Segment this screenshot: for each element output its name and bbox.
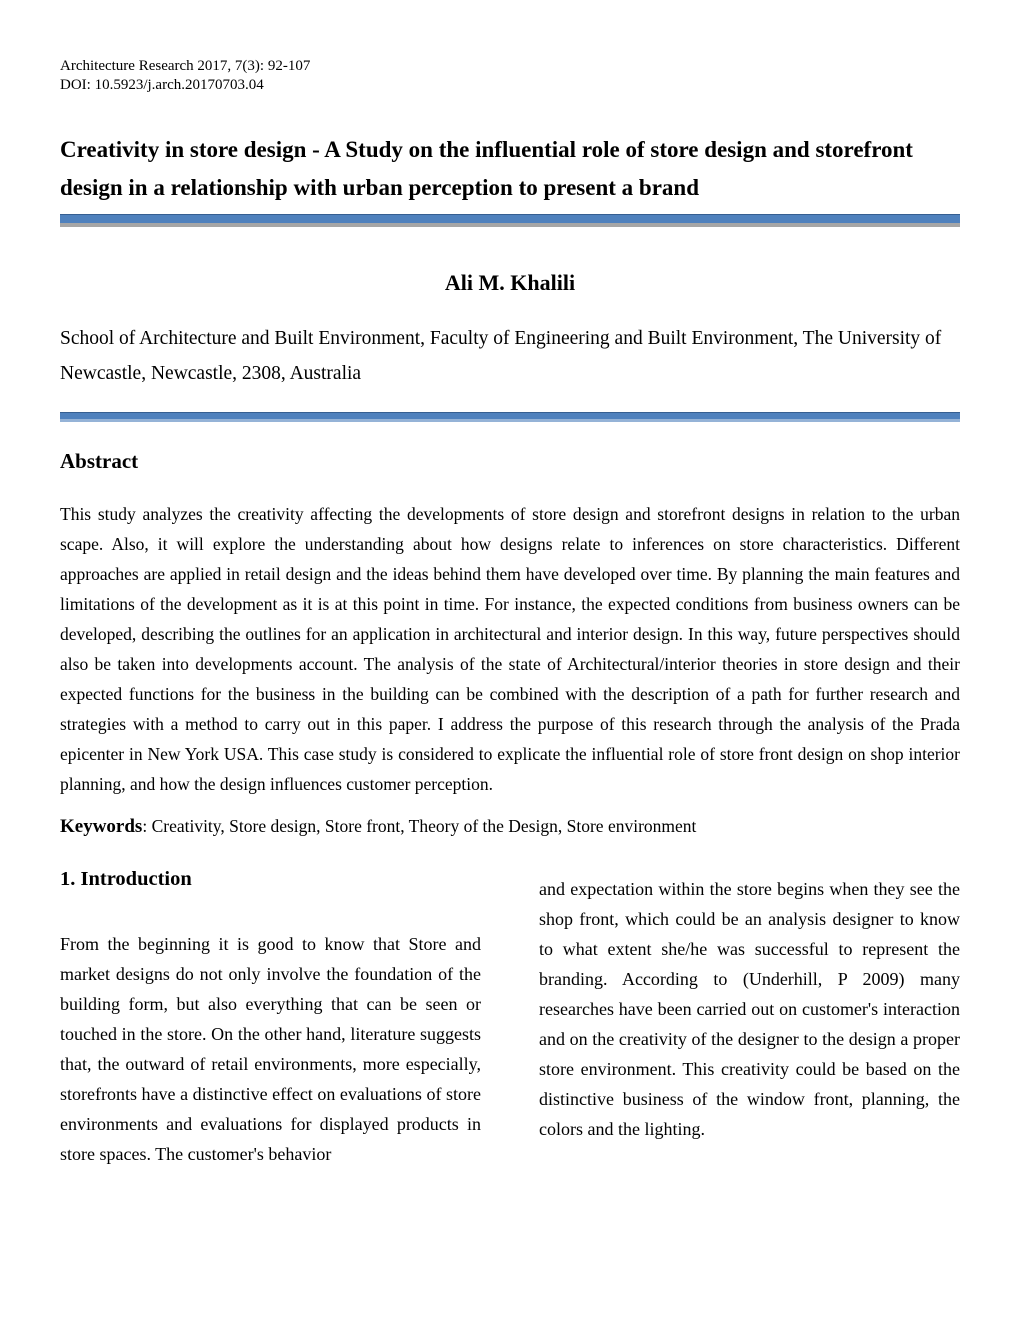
title-divider	[60, 214, 960, 227]
introduction-heading: 1. Introduction	[60, 868, 192, 890]
keywords-label: Keywords	[60, 816, 143, 837]
affiliation-divider-light-bar	[60, 419, 960, 422]
introduction-right-text: and expectation within the store begins when they see the shop front, which could be an analysis designer to know to what extent she/he was successful to represent the branding. According to (Underhill, P 2009) many researches have been carried out on customer's interaction and on the creativity of the designer to the design a proper store environment. This creativity could be based on the distinctive business of the window front, planning, the colors and the lighting.	[539, 879, 960, 1139]
keywords-list: : Creativity, Store design, Store front, Theory of the Design, Store environment	[142, 816, 697, 836]
two-column-body	[60, 866, 960, 1169]
affiliation-divider-blue-bar	[60, 412, 960, 419]
abstract-heading: Abstract	[60, 449, 139, 473]
paper-title: Creativity in store design - A Study on the influential role of store design and storefront design in a relationship with urban perception to present a brand	[60, 137, 913, 200]
introduction-left-text: From the beginning it is good to know that Store and market designs do not only involve the foundation of the building form, but also everything that can be seen or touched in the store. On the other hand, literature suggests that, the outward of retail environments, more especially, storefronts have a distinctive effect on evaluations of store environments and evaluations for displayed products in store spaces. The customer's behavior	[60, 934, 481, 1164]
title-divider-gray-bar	[60, 223, 960, 227]
journal-header	[60, 0, 960, 95]
doi-line: DOI: 10.5923/j.arch.20170703.04	[60, 77, 264, 93]
journal-citation-line: Architecture Research 2017, 7(3): 92-107	[60, 58, 311, 74]
title-divider-blue-bar	[60, 214, 960, 223]
left-column	[60, 866, 481, 1169]
right-column	[539, 866, 960, 1169]
author-name: Ali M. Khalili	[444, 270, 576, 295]
keywords-line	[60, 814, 960, 839]
affiliation-divider	[60, 412, 960, 422]
author-affiliation: School of Architecture and Built Environment, Faculty of Engineering and Built Environment, The University of Newcastle, Newcastle, 2308, Australia	[60, 328, 942, 384]
abstract-text: This study analyzes the creativity affecting the developments of store design and storefront designs in relation to the urban scape. Also, it will explore the understanding about how designs relate to inferences on store characteristics. Different approaches are applied in retail design and the ideas behind them have developed over time. By planning the main features and limitations of the development as it is at this point in time. For instance, the expected conditions from business owners can be developed, describing the outlines for an application in architectural and interior design. In this way, future perspectives should also be taken into developments account. The analysis of the state of Architectural/interior theories in store design and their expected functions for the business in the building can be combined with the description of a path for further research and strategies with a method to carry out in this paper. I address the purpose of this research through the analysis of the Prada epicenter in New York USA. This case study is considered to explicate the influential role of store front design on shop interior planning, and how the design influences customer perception.	[60, 504, 960, 794]
